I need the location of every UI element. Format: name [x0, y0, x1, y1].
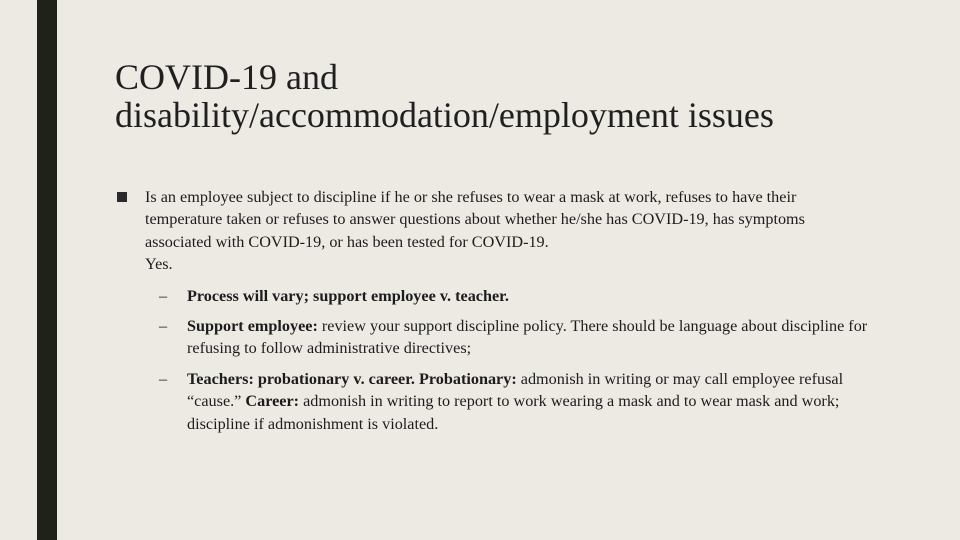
title-line-1: COVID-19 and	[115, 57, 338, 97]
main-bullet	[115, 186, 875, 443]
sub-item-lead: Process will vary; support employee v. teacher.	[187, 286, 509, 305]
sub-bullet-list	[145, 285, 875, 435]
bullet-question: Is an employee subject to discipline if he or she refuses to wear a mask at work, refuses to have their temperature taken or refuses to answer questions about whether he/she has COVID-19, has symptoms associated with COVID-19, or has been tested for COVID-19. Yes.	[145, 188, 805, 274]
square-bullet-icon	[115, 186, 145, 202]
title-line-2: disability/accommodation/employment issues	[115, 95, 774, 135]
sub-item-lead: Support employee:	[187, 317, 318, 336]
dash-icon: –	[159, 286, 168, 305]
sub-item-lead-2: Career:	[245, 392, 300, 411]
sub-bullet-item	[145, 285, 875, 307]
slide-title	[115, 58, 915, 134]
sub-item-lead: Teachers: probationary v. career. Probationary:	[187, 369, 517, 388]
bullet-answer: Yes.	[145, 255, 173, 274]
sub-bullet-item	[145, 368, 875, 435]
slide-content	[115, 186, 875, 443]
dash-icon: –	[159, 317, 168, 336]
sub-bullet-item	[145, 315, 875, 360]
sub-item-text-2: admonish in writing to report to work wearing a mask and to wear mask and work; discipline if admonishment is violated.	[187, 392, 840, 433]
sub-item-text: admonish in writing or may call employee refusal “cause.”	[187, 369, 844, 411]
dash-icon: –	[159, 369, 168, 388]
left-accent-bar	[37, 0, 57, 540]
sub-item-text: review your support discipline policy. There should be language about discipline for refusing to follow administrative directives;	[187, 317, 868, 358]
